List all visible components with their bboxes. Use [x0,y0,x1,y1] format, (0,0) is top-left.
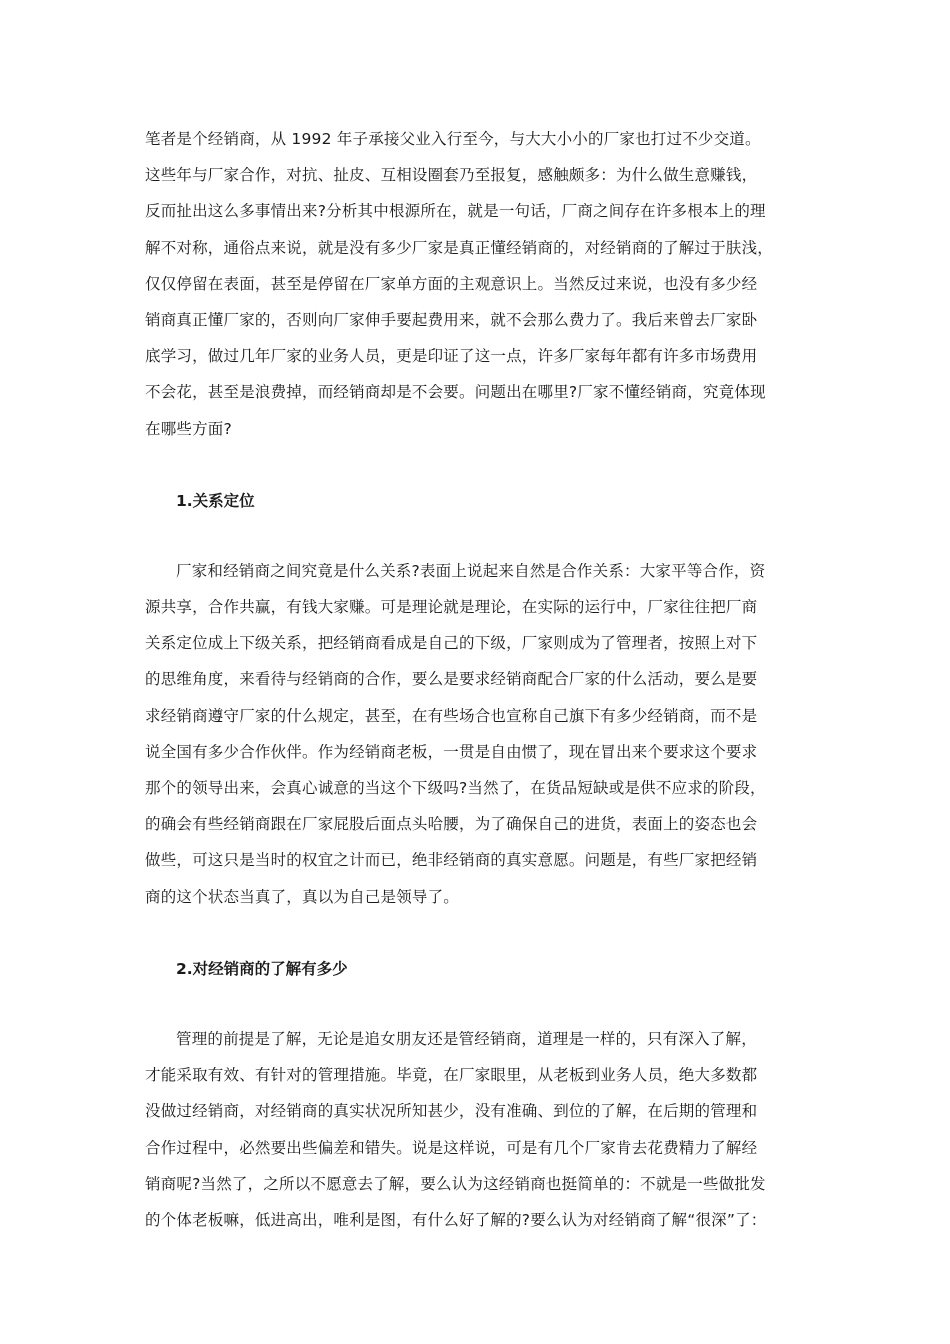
text-line: 没做过经销商，对经销商的真实状况所知甚少，没有准确、到位的了解，在后期的管理和 [145,1102,758,1121]
text-line: 才能采取有效、有针对的管理措施。毕竟，在厂家眼里，从老板到业务人员，绝大多数都 [145,1066,758,1085]
intro-paragraph [145,121,817,447]
paragraph-spacer [145,915,817,951]
text-line: 说全国有多少合作伙伴。作为经销商老板，一贯是自由惯了，现在冒出来个要求这个要求 [145,742,758,761]
text-line: 的个体老板嘛，低进高出，唯利是图，有什么好了解的?要么认为对经销商了解“很深”了： [145,1210,767,1229]
text-line: 反而扯出这么多事情出来?分析其中根源所在，就是一句话，厂商之间存在许多根本上的理 [145,202,766,221]
text-line: 底学习，做过几年厂家的业务人员，更是印证了这一点，许多厂家每年都有许多市场费用 [145,347,758,366]
text-line: 在哪些方面? [145,419,232,438]
text-line: 销商真正懂厂家的，否则向厂家伸手要起费用来，就不会那么费力了。我后来曾去厂家卧 [145,310,758,329]
text-line: 做些，可这只是当时的权宜之计而已，绝非经销商的真实意愿。问题是，有些厂家把经销 [145,851,758,870]
section-heading-1: 1.关系定位 [176,491,255,510]
text-line: 笔者是个经销商，从 1992 年子承接父业入行至今，与大大小小的厂家也打过不少交道。 [145,130,761,148]
section-heading-2: 2.对经销商的了解有多少 [176,959,348,978]
document-page [145,121,817,1238]
text-line: 这些年与厂家合作，对抗、扯皮、互相设圈套乃至报复，感触颇多：为什么做生意赚钱， [145,166,758,185]
text-line: 厂家和经销商之间究竟是什么关系?表面上说起来自然是合作关系：大家平等合作，资 [176,561,766,580]
text-line: 那个的领导出来，会真心诚意的当这个下级吗?当然了，在货品短缺或是供不应求的阶段， [145,779,766,797]
text-line: 的思维角度，来看待与经销商的合作，要么是要求经销商配合厂家的什么活动，要么是要 [145,670,758,689]
paragraph-spacer [145,519,817,553]
text-line: 的确会有些经销商跟在厂家屁股后面点头哈腰，为了确保自己的进货，表面上的姿态也会 [145,815,758,834]
paragraph-spacer [145,987,817,1021]
text-line: 销商呢?当然了，之所以不愿意去了解，要么认为这经销商也挺简单的：不就是一些做批发 [145,1174,766,1193]
text-line: 合作过程中，必然要出些偏差和错失。说是这样说，可是有几个厂家肯去花费精力了解经 [145,1138,758,1157]
text-line: 源共享，合作共赢，有钱大家赚。可是理论就是理论，在实际的运行中，厂家往往把厂商 [145,598,758,617]
section-1-paragraph [145,553,817,915]
text-line: 仅仅停留在表面，甚至是停留在厂家单方面的主观意识上。当然反过来说，也没有多少经 [145,274,758,293]
text-line: 求经销商遵守厂家的什么规定，甚至，在有些场合也宣称自己旗下有多少经销商，而不是 [145,706,758,725]
text-line: 关系定位成上下级关系，把经销商看成是自己的下级，厂家则成为了管理者，按照上对下 [145,634,758,653]
paragraph-spacer [145,447,817,483]
text-line: 不会花，甚至是浪费掉，而经销商却是不会要。问题出在哪里?厂家不懂经销商，究竟体现 [145,383,766,402]
text-line: 商的这个状态当真了，真以为自己是领导了。 [145,887,460,906]
text-line: 解不对称，通俗点来说，就是没有多少厂家是真正懂经销商的，对经销商的了解过于肤浅， [145,238,774,257]
section-2-paragraph [145,1021,817,1238]
text-line: 管理的前提是了解，无论是追女朋友还是管经销商，道理是一样的，只有深入了解， [176,1029,757,1048]
